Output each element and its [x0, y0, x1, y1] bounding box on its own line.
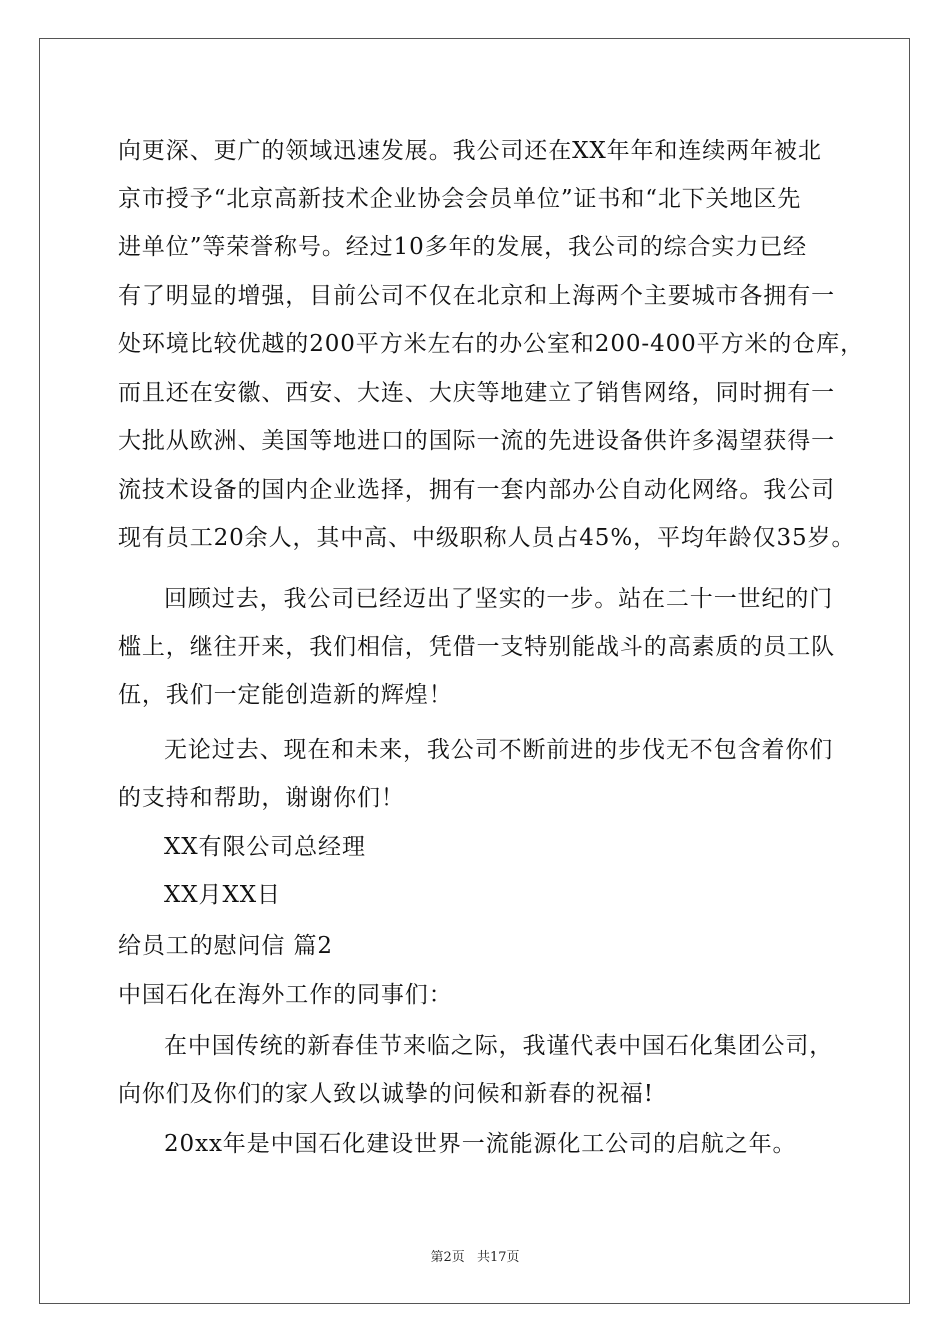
body-line: 京市授予“北京高新技术企业协会会员单位”证书和“北下关地区先 — [118, 186, 802, 212]
body-line: 无论过去、现在和未来，我公司不断前进的步伐无不包含着你们 — [164, 737, 834, 763]
date-line: XX月XX日 — [164, 882, 281, 908]
page-border — [39, 38, 910, 1304]
page-footer — [0, 1246, 950, 1265]
body-line: 向更深、更广的领域迅速发展。我公司还在XX年年和连续两年被北 — [118, 138, 822, 164]
body-line: 有了明显的增强，目前公司不仅在北京和上海两个主要城市各拥有一 — [118, 283, 835, 309]
body-line: 在中国传统的新春佳节来临之际，我谨代表中国石化集团公司， — [164, 1033, 834, 1059]
section-heading: 给员工的慰问信 篇2 — [118, 933, 333, 959]
body-line: 而且还在安徽、西安、大连、大庆等地建立了销售网络，同时拥有一 — [118, 380, 835, 406]
body-line: 流技术设备的国内企业选择，拥有一套内部办公自动化网络。我公司 — [118, 477, 835, 503]
page-total: 共17页 — [476, 1250, 520, 1265]
body-line: 回顾过去，我公司已经迈出了坚实的一步。站在二十一世纪的门 — [164, 586, 834, 612]
salutation-line: 中国石化在海外工作的同事们： — [118, 982, 453, 1008]
page-number: 第2页 — [430, 1250, 465, 1265]
body-line: 大批从欧洲、美国等地进口的国际一流的先进设备供许多渴望获得一 — [118, 428, 835, 454]
body-line: 20xx年是中国石化建设世界一流能源化工公司的启航之年。 — [164, 1131, 797, 1157]
body-line: 的支持和帮助，谢谢你们！ — [118, 785, 405, 811]
body-line: 处环境比较优越的200平方米左右的办公室和200-400平方米的仓库， — [118, 331, 864, 357]
signature-line: XX有限公司总经理 — [164, 834, 366, 860]
body-line: 进单位”等荣誉称号。经过10多年的发展，我公司的综合实力已经 — [118, 234, 808, 260]
body-line: 向你们及你们的家人致以诚挚的问候和新春的祝福! — [118, 1081, 654, 1107]
body-line: 现有员工20余人，其中高、中级职称人员占45%，平均年龄仅35岁。 — [118, 525, 856, 551]
body-line: 槛上，继往开来，我们相信，凭借一支特别能战斗的高素质的员工队 — [118, 634, 835, 660]
body-line: 伍，我们一定能创造新的辉煌！ — [118, 682, 453, 708]
